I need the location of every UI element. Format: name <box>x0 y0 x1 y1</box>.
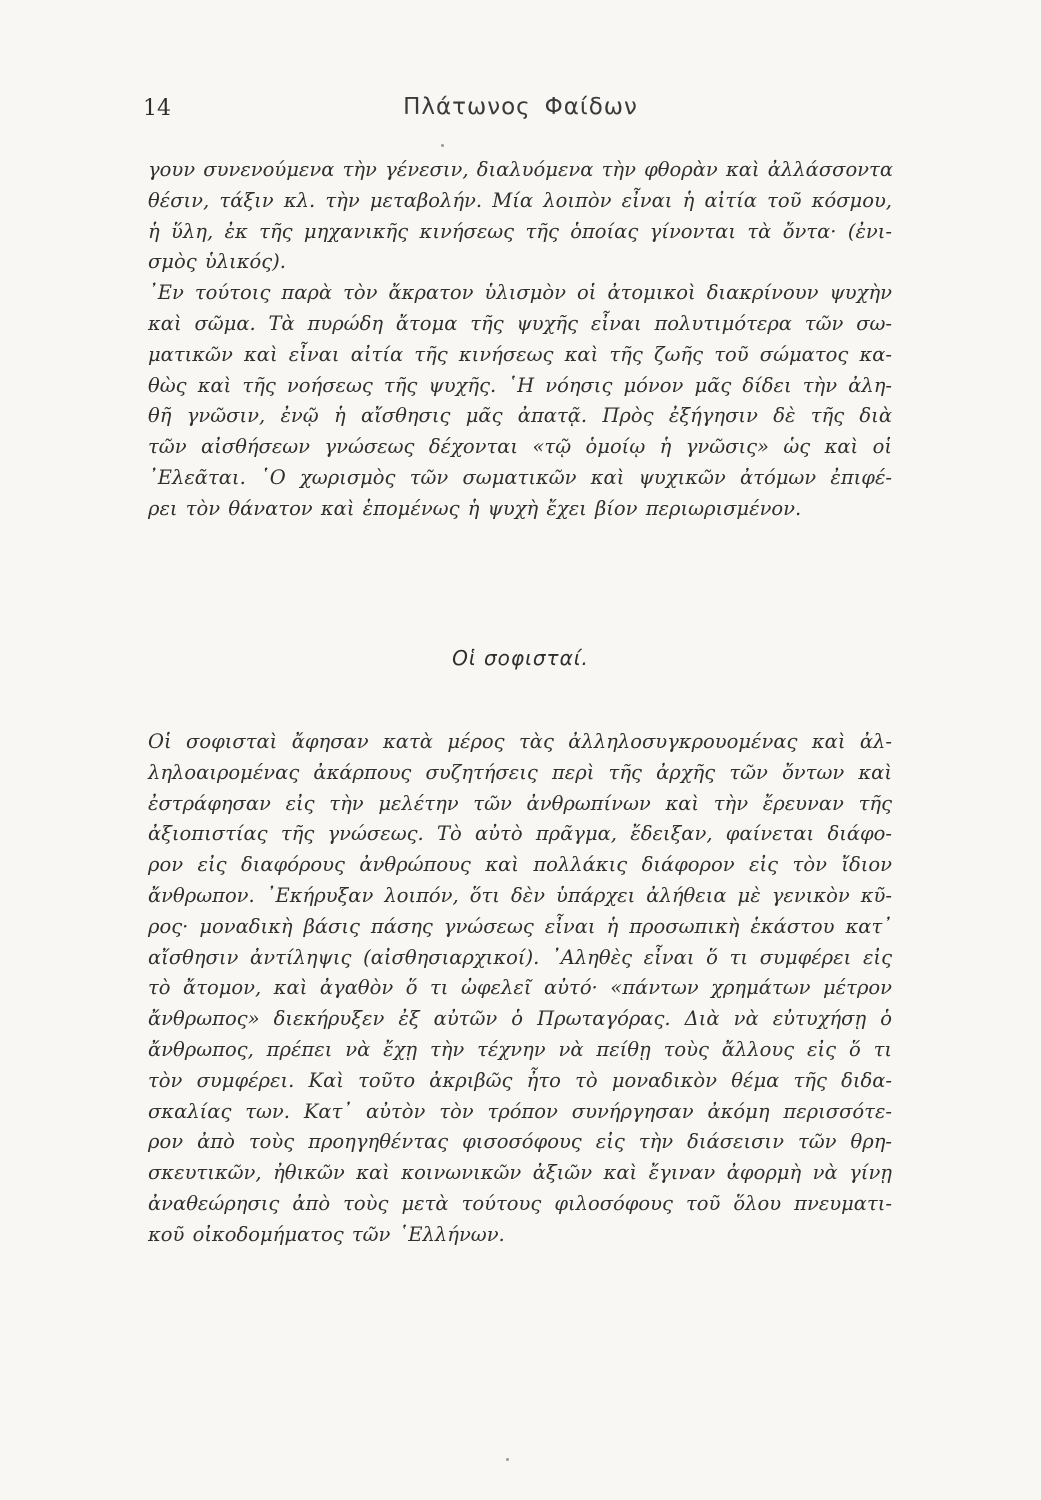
running-head-author: Πλάτωνος <box>403 94 531 120</box>
text-line: Οἱ σοφισταὶ ἄφησαν κατὰ μέρος τὰς ἀλληλοσυγκρουομένας καὶ ἀλ- <box>148 730 892 753</box>
text-line: ᾿Εν τούτοις παρὰ τὸν ἄκρατον ὑλισμὸν οἱ ἀτομικοὶ διακρίνουν ψυχὴν <box>148 281 892 305</box>
paper-speck <box>506 1458 509 1461</box>
text-line: γουν συνενούμενα τὴν γένεσιν, διαλυόμενα τὴν φθορὰν καὶ ἀλλάσσοντα <box>148 158 893 181</box>
text-line: σμὸς ὑλικός). <box>148 250 286 274</box>
text-line: ληλοαιρομένας ἀκάρπους συζητήσεις περὶ τῆς ἀρχῆς τῶν ὄντων καὶ <box>148 760 892 784</box>
text-line: τὸν συμφέρει. Καὶ τοῦτο ἀκριβῶς ἦτο τὸ μοναδικὸν θέμα τῆς διδα- <box>148 1068 892 1092</box>
text-line: ἄνθρωπος, πρέπει νὰ ἔχῃ τὴν τέχνην νὰ πείθῃ τοὺς ἄλλους εἰς ὅ τι <box>148 1037 892 1061</box>
text-line: ἐστράφησαν εἰς τὴν μελέτην τῶν ἀνθρωπίνων καὶ τὴν ἔρευναν τῆς <box>148 791 892 815</box>
text-line: θὼς καὶ τῆς νοήσεως τῆς ψυχῆς. ῾Η νόησις μόνον μᾶς δίδει τὴν ἀλη- <box>148 373 892 397</box>
text-line: θῆ γνῶσιν, ἐνῷ ἡ αἴσθησις μᾶς ἀπατᾷ. Πρὸς ἐξήγησιν δὲ τῆς διὰ <box>148 404 892 428</box>
text-line: ρος· μοναδικὴ βάσις πάσης γνώσεως εἶναι ἡ προσωπικὴ ἑκάστου κατ᾿ <box>148 914 892 938</box>
text-line: ἡ ὕλη, ἐκ τῆς μηχανικῆς κινήσεως τῆς ὁποίας γίνονται τὰ ὄντα· (ἐνι- <box>148 219 892 243</box>
running-head <box>0 94 1041 120</box>
paper-speck <box>441 144 444 147</box>
text-line: αἴσθησιν ἀντίληψις (αἰσθησιαρχικοί). ᾿Αληθὲς εἶναι ὅ τι συμφέρει εἰς <box>148 945 892 969</box>
paragraph-atomists <box>148 155 892 525</box>
running-head-title: Φαίδων <box>544 94 638 120</box>
text-line: ἄνθρωπος» διεκήρυξεν ἐξ αὐτῶν ὁ Πρωταγόρας. Διὰ νὰ εὐτυχήσῃ ὁ <box>148 1007 892 1031</box>
text-line: κοῦ οἰκοδομήματος τῶν ῾Ελλήνων. <box>148 1222 505 1246</box>
text-line: ρον εἰς διαφόρους ἀνθρώπους καὶ πολλάκις διάφορον εἰς τὸν ἴδιον <box>148 853 892 877</box>
text-line: σκευτικῶν, ἠθικῶν καὶ κοινωνικῶν ἀξιῶν καὶ ἔγιναν ἀφορμὴ νὰ γίνῃ <box>148 1161 892 1185</box>
text-line: ρει τὸν θάνατον καὶ ἑπομένως ἡ ψυχὴ ἔχει βίον περιωρισμένον. <box>148 496 802 520</box>
text-line: τὸ ἄτομον, καὶ ἀγαθὸν ὅ τι ὠφελεῖ αὐτό· «πάντων χρημάτων μέτρον <box>148 976 892 1000</box>
text-line: ρον ἀπὸ τοὺς προηγηθέντας φισοσόφους εἰς τὴν διάσεισιν τῶν θρη- <box>148 1130 892 1154</box>
text-line: θέσιν, τάξιν κλ. τὴν μεταβολήν. Μία λοιπὸν εἶναι ἡ αἰτία τοῦ κόσμου, <box>148 188 892 212</box>
text-line: σκαλίας των. Κατ᾿ αὐτὸν τὸν τρόπον συνήργησαν ἀκόμη περισσότε- <box>148 1099 892 1123</box>
text-line: τῶν αἰσθήσεων γνώσεως δέχονται «τῷ ὁμοίῳ ἡ γνῶσις» ὡς καὶ οἱ <box>148 435 892 459</box>
paragraph-sophists <box>148 727 892 1251</box>
section-heading: Οἱ σοφισταί. <box>452 646 589 670</box>
text-line: ματικῶν καὶ εἶναι αἰτία τῆς κινήσεως καὶ τῆς ζωῆς τοῦ σώματος κα- <box>148 342 892 366</box>
text-line: ᾿Ελεᾶται. ῾Ο χωρισμὸς τῶν σωματικῶν καὶ ψυχικῶν ἀτόμων ἐπιφέ- <box>148 465 892 489</box>
text-line: ἀξιοπιστίας τῆς γνώσεως. Τὸ αὐτὸ πρᾶγμα, ἔδειξαν, φαίνεται διάφο- <box>148 822 892 846</box>
page-number: 14 <box>143 96 171 121</box>
text-line: καὶ σῶμα. Τὰ πυρώδη ἄτομα τῆς ψυχῆς εἶναι πολυτιμότερα τῶν σω- <box>148 311 892 335</box>
text-line: ἄνθρωπον. ᾿Εκήρυξαν λοιπόν, ὅτι δὲν ὑπάρχει ἀλήθεια μὲ γενικὸν κῦ- <box>148 883 892 907</box>
text-line: ἀναθεώρησις ἀπὸ τοὺς μετὰ τούτους φιλοσόφους τοῦ ὅλου πνευματι- <box>148 1191 892 1215</box>
